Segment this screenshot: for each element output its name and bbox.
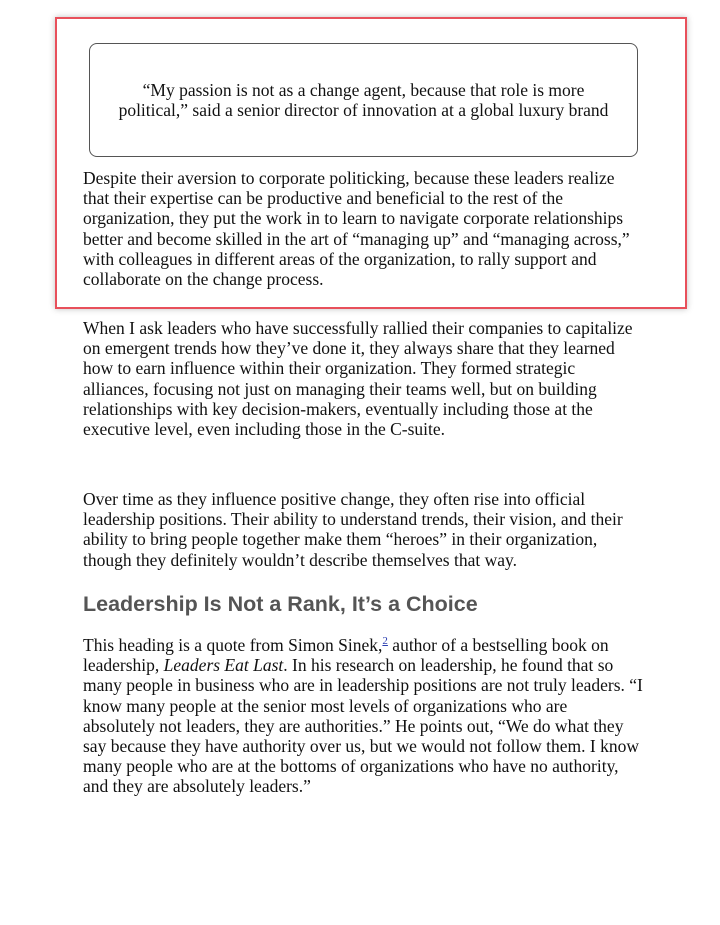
paragraph-4-rest: . In his research on leadership, he found that so many people in business who are in leadership positions are not truly leaders. “I know many people at the senior most levels of organizations who are absolutely not leaders, they are authorities.” He points out, “We do what they say because they have authority over us, but we would not follow them. I know many people who are at the bottoms of organizations who have no authority, and they are absolutely leaders.” [83, 655, 643, 797]
book-title: Leaders Eat Last [163, 655, 284, 676]
section-heading: Leadership Is Not a Rank, It’s a Choice [83, 592, 478, 616]
paragraph-1: Despite their aversion to corporate politicking, because these leaders realize that their expertise can be productive and beneficial to the rest of the organization, they put the work in to learn to navigate corporate relationships better and become skilled in the art of “managing up” and “managing across,” with colleagues in different areas of the organization, to rally support and collaborate on the change process. [83, 168, 630, 290]
footnote-link[interactable]: 2 [382, 635, 388, 648]
paragraph-2: When I ask leaders who have successfully rallied their companies to capitalize on emergent trends how they’ve done it, they always share that they learned how to earn influence within their organization. They formed strategic alliances, focusing not just on managing their teams well, but on building relationships with key decision-makers, eventually including those at the executive level, even including those in the C-suite. [83, 318, 633, 440]
paragraph-4 [83, 635, 643, 797]
pull-quote-text: “My passion is not as a change agent, because that role is more political,” said a senior director of innovation at a global luxury brand [118, 80, 609, 120]
paragraph-3: Over time as they influence positive change, they often rise into official leadership positions. Their ability to understand trends, their vision, and their ability to bring people together make them “heroes” in their organization, though they definitely wouldn’t describe themselves that way. [83, 489, 623, 570]
pull-quote-box [89, 43, 638, 157]
paragraph-4-middle: author of a bestselling book on leadership, [83, 635, 609, 676]
paragraph-4-intro: This heading is a quote from Simon Sinek, [83, 635, 383, 655]
